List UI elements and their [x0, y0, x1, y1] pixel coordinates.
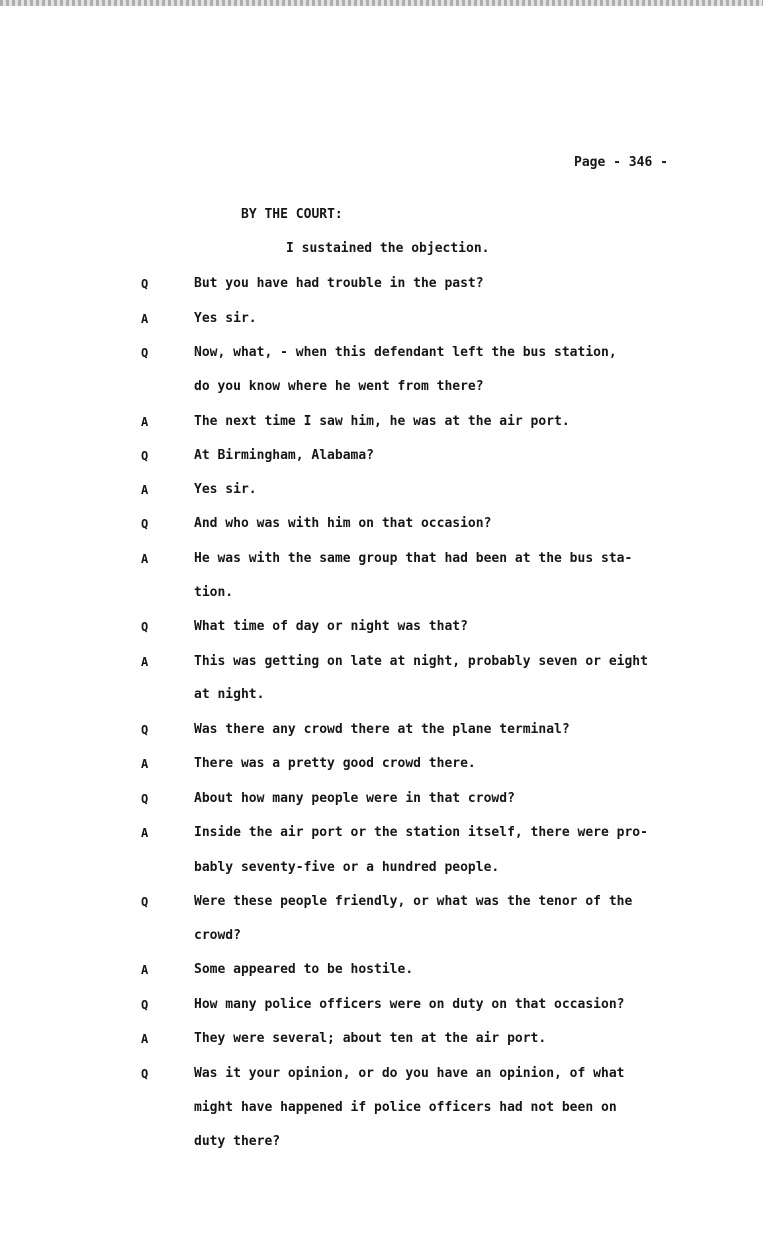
speaker-label: A: [141, 552, 149, 566]
speaker-label: A: [141, 655, 149, 669]
transcript-line: Was there any crowd there at the plane terminal?: [194, 722, 570, 737]
transcript-line: This was getting on late at night, probably seven or eight: [194, 654, 648, 669]
court-statement: I sustained the objection.: [286, 241, 490, 256]
speaker-label: A: [141, 757, 149, 771]
transcript-line: tion.: [194, 585, 234, 600]
transcript-line: How many police officers were on duty on that occasion?: [194, 997, 625, 1012]
court-heading: BY THE COURT:: [241, 207, 343, 222]
transcript-line: crowd?: [194, 928, 241, 943]
transcript-line: do you know where he went from there?: [194, 379, 484, 394]
transcript-line: Now, what, - when this defendant left the bus station,: [194, 345, 617, 360]
speaker-label: Q: [141, 723, 149, 737]
transcript-line: Some appeared to be hostile.: [194, 962, 414, 977]
transcript-line: At Birmingham, Alabama?: [194, 448, 375, 463]
transcript-line: He was with the same group that had been at the bus sta-: [194, 551, 633, 566]
transcript-line: What time of day or night was that?: [194, 619, 468, 634]
transcript-line: The next time I saw him, he was at the air port.: [194, 414, 570, 429]
transcript-line: But you have had trouble in the past?: [194, 276, 484, 291]
transcript-line: might have happened if police officers had not been on: [194, 1100, 617, 1115]
speaker-label: Q: [141, 277, 149, 291]
transcript-line: Inside the air port or the station itself, there were pro-: [194, 825, 648, 840]
speaker-label: Q: [141, 449, 149, 463]
transcript-line: They were several; about ten at the air port.: [194, 1031, 547, 1046]
scan-top-edge: [0, 0, 763, 6]
speaker-label: A: [141, 483, 149, 497]
transcript-line: duty there?: [194, 1134, 281, 1149]
transcript-line: About how many people were in that crowd?: [194, 791, 515, 806]
speaker-label: A: [141, 312, 149, 326]
speaker-label: Q: [141, 346, 149, 360]
speaker-label: A: [141, 1032, 149, 1046]
transcript-line: Were these people friendly, or what was the tenor of the: [194, 894, 633, 909]
transcript-line: Yes sir.: [194, 482, 257, 497]
speaker-label: Q: [141, 895, 149, 909]
speaker-label: Q: [141, 792, 149, 806]
transcript-line: bably seventy-five or a hundred people.: [194, 860, 500, 875]
transcript-line: And who was with him on that occasion?: [194, 516, 492, 531]
transcript-line: Was it your opinion, or do you have an opinion, of what: [194, 1066, 625, 1081]
speaker-label: Q: [141, 1067, 149, 1081]
speaker-label: Q: [141, 998, 149, 1012]
transcript-line: There was a pretty good crowd there.: [194, 756, 476, 771]
speaker-label: A: [141, 826, 149, 840]
transcript-line: Yes sir.: [194, 311, 257, 326]
transcript-line: at night.: [194, 687, 265, 702]
speaker-label: Q: [141, 620, 149, 634]
speaker-label: A: [141, 415, 149, 429]
speaker-label: Q: [141, 517, 149, 531]
speaker-label: A: [141, 963, 149, 977]
page-number: Page - 346 -: [574, 155, 668, 170]
